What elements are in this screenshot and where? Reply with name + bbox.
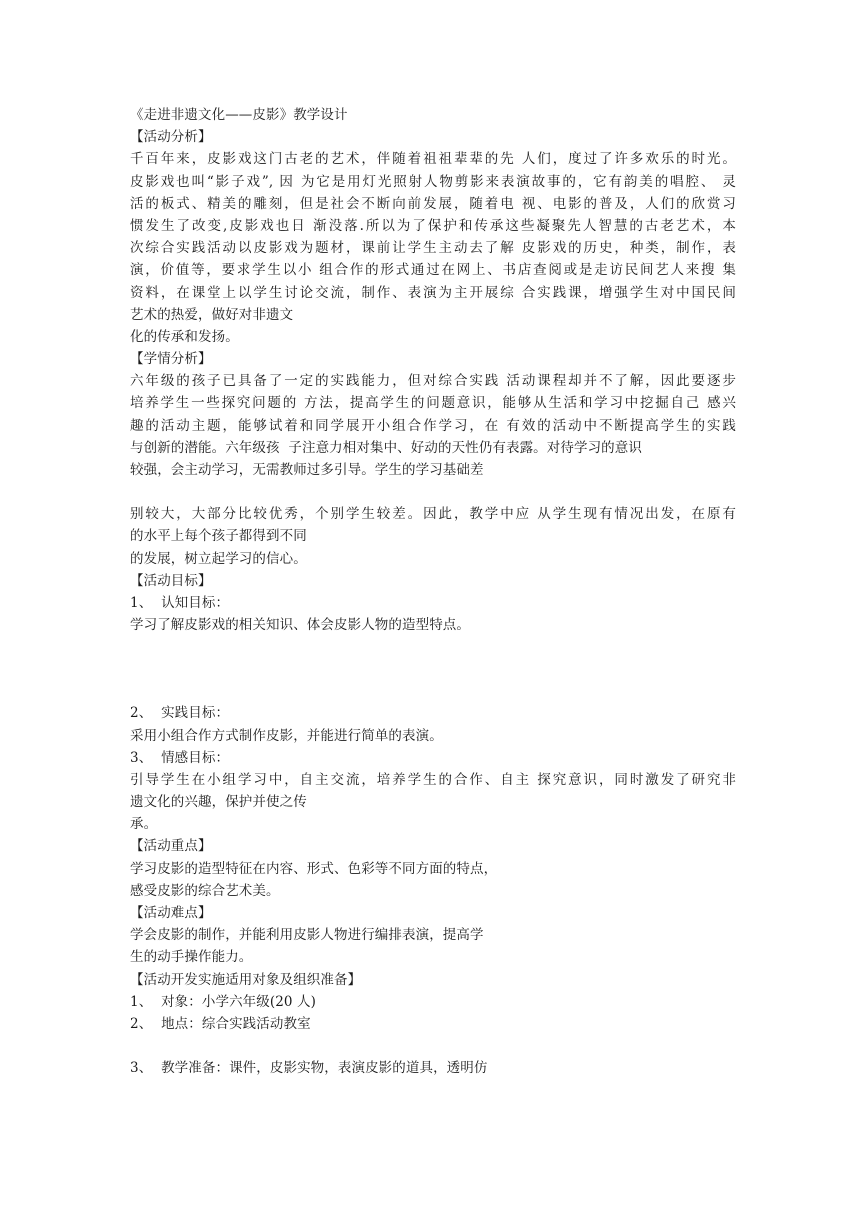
key-line: 学习皮影的造型特征在内容、形式、色彩等不同方面的特点， [130, 860, 498, 877]
difficulty-line: 学会皮影的制作，并能利用皮影人物进行编排表演，提高学 [130, 927, 484, 944]
analysis-line: 化的传承和发扬。 [130, 328, 239, 345]
heading-students: 【学情分析】 [130, 351, 212, 368]
students-line: 的发展，树立起学习的信心。 [130, 550, 307, 567]
analysis-line: 艺术的热爱，做好对非遗文 [130, 306, 294, 323]
students-line: 的水平上每个孩子都得到不同 [130, 528, 307, 545]
analysis-line: 皮影戏也叫“影子戏”, 因 为它是用灯光照射人物剪影来表演故事的，它有韵美的唱腔、 灵 [130, 173, 736, 190]
analysis-line: 活的板式、精美的雕刻，但是社会不断向前发展，随着电 视、电影的普及，人们的欣赏习 [130, 195, 736, 212]
document-body [130, 104, 736, 1079]
students-line: 别较大，大部分比较优秀，个别学生较差。因此，教学中应 从学生现有情况出发，在原有 [130, 506, 736, 523]
analysis-line: 惯发生了改变,皮影戏也日 渐没落.所以为了保护和传承这些凝聚先人智慧的古老艺术，本 [130, 217, 736, 234]
paragraph-gap [130, 636, 736, 702]
students-line: 与创新的潜能。六年级孩 子注意力相对集中、好动的天性仍有表露。对待学习的意识 [130, 439, 642, 456]
students-line: 趣的活动主题，能够试着和同学展开小组合作学习，在 有效的活动中不断提高学生的实践 [130, 417, 736, 434]
document-title: 《走进非遗文化——皮影》教学设计 [130, 107, 348, 123]
students-line: 培养学生一些探究问题的 方法，提高学生的问题意识，能够从生活和学习中挖掘自己 感兴 [130, 395, 736, 412]
goal-item-text: 遗文化的兴趣，保护并使之传 [130, 794, 307, 811]
heading-goals: 【活动目标】 [130, 572, 212, 589]
goal-item-text: 引导学生在小组学习中，自主交流，培养学生的合作、自主 探究意识，同时激发了研究非 [130, 771, 736, 788]
goal-item-label: 2、 实践目标： [130, 705, 230, 722]
goal-item-label: 3、 情感目标： [130, 749, 230, 766]
heading-analysis: 【活动分析】 [130, 129, 212, 146]
prep-item: 2、 地点：综合实践活动教室 [130, 1015, 311, 1032]
students-line: 较强，会主动学习，无需教师过多引导。学生的学习基础差 [130, 462, 484, 478]
heading-difficulty: 【活动难点】 [130, 905, 212, 921]
goal-item-label: 1、 认知目标： [130, 594, 230, 611]
analysis-line: 次综合实践活动以皮影戏为题材，课前让学生主动去了解 皮影戏的历史，种类，制作，表 [130, 240, 736, 257]
difficulty-line: 生的动手操作能力。 [130, 949, 253, 966]
analysis-line: 千百年来，皮影戏这门古老的艺术，伴随着祖祖辈辈的先 人们，度过了许多欢乐的时光。 [130, 151, 736, 168]
heading-key: 【活动重点】 [130, 838, 212, 855]
students-line: 六年级的孩子已具备了一定的实践能力，但对综合实践 活动课程却并不了解，因此要逐步 [130, 373, 736, 390]
goal-item-text: 采用小组合作方式制作皮影，并能进行简单的表演。 [130, 727, 443, 744]
heading-prep: 【活动开发实施适用对象及组织准备】 [130, 971, 362, 988]
key-line: 感受皮影的综合艺术美。 [130, 882, 280, 899]
paragraph-gap [130, 1035, 736, 1057]
prep-item: 3、 教学准备：课件，皮影实物，表演皮影的道具，透明仿 [130, 1060, 488, 1077]
analysis-line: 资料，在课堂上以学生讨论交流，制作、表演为主开展综 合实践课，增强学生对中国民间 [130, 284, 736, 301]
goal-item-text: 承。 [130, 816, 158, 833]
analysis-line: 演，价值等，要求学生以小 组合作的形式通过在网上、书店查阅或是走访民间艺人来搜 集 [130, 262, 736, 279]
goal-item-text: 学习了解皮影戏的相关知识、体会皮影人物的造型特点。 [130, 617, 470, 634]
prep-item: 1、 对象：小学六年级(20 人) [130, 993, 316, 1010]
paragraph-gap [130, 481, 736, 503]
